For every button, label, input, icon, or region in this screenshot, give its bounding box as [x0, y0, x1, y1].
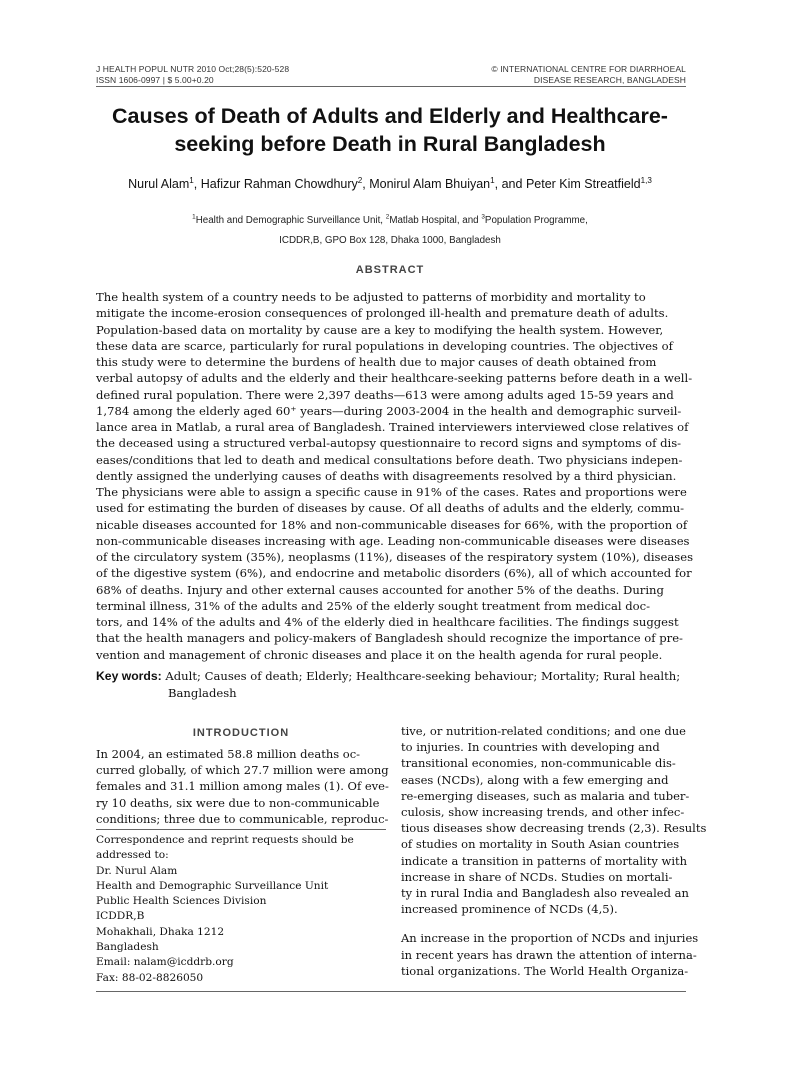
abstract-line: of the digestive system (6%), and endocrine and metabolic disorders (6%), all of which accounted for — [96, 566, 692, 581]
header-divider — [96, 86, 686, 87]
keywords-text: Bangladesh — [168, 686, 237, 700]
affiliation-mark: 2 — [385, 213, 390, 221]
abstract-line: nicable diseases accounted for 18% and non-communicable diseases for 66%, with the proportion of — [96, 517, 688, 532]
text-line: indicate a transition in patterns of mortality with — [401, 853, 688, 868]
abstract-line: The health system of a country needs to be adjusted to patterns of morbidity and mortality to — [96, 290, 646, 304]
abstract-line: vention and management of chronic diseases and place it on the health agenda for rural people. — [96, 647, 663, 662]
author-affiliation-mark: 1 — [189, 175, 194, 185]
author-affiliation-mark: 1 — [490, 175, 495, 185]
author-affiliation-mark: 1,3 — [640, 175, 652, 185]
introduction-right-column — [401, 723, 707, 979]
abstract-line: terminal illness, 31% of the adults and 25% of the elderly sought treatment from medical doc- — [96, 598, 651, 613]
author-list — [60, 177, 720, 191]
abstract-line: defined rural population. There were 2,397 deaths—613 were among adults aged 15-59 years and — [96, 387, 674, 402]
abstract-line: dently assigned the underlying causes of deaths with disagreements resolved by a third physician. — [96, 468, 677, 483]
paragraph — [401, 930, 699, 979]
abstract-line: these data are scarce, particularly for rural populations in developing countries. The objectives of — [96, 338, 673, 353]
correspondence-line: Mohakhali, Dhaka 1212 — [96, 925, 225, 938]
correspondence-line: addressed to: — [96, 849, 169, 862]
affiliation-mark: 3 — [481, 213, 485, 221]
author-name: Peter Kim Streatfield — [525, 177, 641, 191]
abstract-body — [96, 289, 694, 663]
abstract-line: of the circulatory system (35%), neoplasms (11%), diseases of the respiratory system (10%), diseases — [96, 550, 694, 564]
footer-divider — [96, 991, 686, 992]
affiliation-text: Matlab Hospital, and — [389, 215, 482, 226]
text-line: conditions; three due to communicable, reproduc- — [96, 811, 389, 826]
text-line: In 2004, an estimated 58.8 million deaths oc- — [96, 747, 361, 761]
affiliations — [60, 211, 720, 251]
affiliation-text: Population Programme, — [484, 215, 588, 226]
text-line: in recent years has drawn the attention of interna- — [401, 947, 697, 962]
text-line: re-emerging diseases, such as malaria and tuber- — [401, 788, 690, 803]
copyright-line: DISEASE RESEARCH, BANGLADESH — [533, 75, 686, 85]
text-line: transitional economies, non-communicable dis- — [401, 756, 676, 771]
journal-citation — [96, 64, 289, 86]
text-line: to injuries. In countries with developing and — [401, 740, 660, 755]
text-line: culosis, show increasing trends, and other infec- — [401, 805, 685, 820]
title-line: seeking before Death in Rural Bangladesh — [174, 132, 606, 156]
author-name: Monirul Alam Bhuiyan — [369, 177, 491, 191]
text-line: curred globally, of which 27.7 million were among — [96, 763, 389, 778]
author-affiliation-mark: 2 — [357, 175, 363, 185]
affiliation-line — [60, 211, 720, 231]
text-line: ty in rural India and Bangladesh also revealed an — [401, 886, 689, 901]
keywords — [96, 668, 696, 702]
abstract-line: the deceased using a structured verbal-autopsy questionnaire to record signs and symptoms of dis- — [96, 436, 682, 451]
text-line: of studies on mortality in South Asian countries — [401, 837, 680, 852]
text-line: females and 31.1 million among males (1). Of eve- — [96, 779, 389, 794]
text-line: tious diseases show decreasing trends (2,3). Results — [401, 821, 707, 836]
correspondence-line: Email: nalam@icddrb.org — [96, 956, 234, 969]
keywords-text: Adult; Causes of death; Elderly; Healthcare-seeking behaviour; Mortality; Rural health; — [165, 669, 681, 683]
text-line: An increase in the proportion of NCDs and injuries — [401, 931, 699, 946]
abstract-line: lance area in Matlab, a rural area of Bangladesh. Trained interviewers interviewed close relatives of — [96, 420, 689, 434]
abstract-line: non-communicable diseases increasing with age. Leading non-communicable diseases were diseases — [96, 533, 690, 548]
issn-line: ISSN 1606-0997 | $ 5.00+0.20 — [96, 75, 214, 85]
correspondence-block — [96, 833, 391, 986]
keywords-label: Key words: — [96, 669, 162, 683]
text-line: tional organizations. The World Health Organiza- — [401, 963, 689, 978]
abstract-line: tors, and 14% of the adults and 4% of the elderly died in healthcare facilities. The findings suggest — [96, 615, 679, 629]
abstract-heading: ABSTRACT — [355, 264, 425, 276]
correspondence-line: Fax: 88-02-8826050 — [96, 971, 204, 984]
abstract-line: that the health managers and policy-makers of Bangladesh should recognize the importance of pre- — [96, 631, 683, 646]
text-line: tive, or nutrition-related conditions; and one due — [401, 724, 686, 738]
affiliation-text: Health and Demographic Surveillance Unit, — [195, 215, 386, 226]
author-separator: , — [362, 177, 370, 191]
correspondence-line: Public Health Sciences Division — [96, 895, 267, 908]
paragraph — [401, 723, 707, 917]
text-line: ry 10 deaths, six were due to non-communicable — [96, 795, 380, 810]
affiliation-mark: 1 — [192, 213, 196, 221]
correspondence-line: Health and Demographic Surveillance Unit — [96, 879, 329, 892]
author-name: Nurul Alam — [128, 177, 190, 191]
introduction-heading: INTRODUCTION — [192, 727, 290, 739]
correspondence-line: Dr. Nurul Alam — [96, 864, 178, 877]
author-separator: , — [193, 177, 201, 191]
text-line: increased prominence of NCDs (4,5). — [401, 902, 618, 917]
abstract-line: eases/conditions that led to death and medical consultations before death. Two physicians indepen- — [96, 452, 683, 467]
abstract-line: this study were to determine the burdens of health due to major causes of death obtained from — [96, 355, 657, 369]
abstract-line: verbal autopsy of adults and the elderly and their healthcare-seeking patterns before death in a well- — [96, 371, 693, 386]
title-line: Causes of Death of Adults and Elderly and Healthcare- — [112, 104, 668, 128]
article-title — [90, 102, 690, 158]
publisher-copyright — [491, 64, 686, 86]
abstract-line: 68% of deaths. Injury and other external causes accounted for another 5% of the deaths. During — [96, 582, 664, 597]
keywords-row — [96, 668, 696, 685]
correspondence-line: ICDDR,B — [96, 910, 145, 923]
correspondence-line: Bangladesh — [96, 941, 159, 954]
abstract-line: Population-based data on mortality by cause are a key to modifying the health system. However, — [96, 322, 664, 337]
abstract-line: The physicians were able to assign a specific cause in 91% of the cases. Rates and proportions were — [96, 485, 687, 499]
correspondence-divider — [96, 829, 386, 830]
text-line: increase in share of NCDs. Studies on mortali- — [401, 869, 673, 884]
affiliation-address: ICDDR,B, GPO Box 128, Dhaka 1000, Bangladesh — [279, 235, 501, 246]
introduction-left-column — [96, 746, 391, 827]
correspondence-line: Correspondence and reprint requests should be — [96, 834, 354, 846]
abstract-line: mitigate the income-erosion consequences of prolonged ill-health and premature death of adults. — [96, 306, 669, 321]
text-line: eases (NCDs), along with a few emerging and — [401, 772, 669, 787]
abstract-line: used for estimating the burden of diseases by cause. Of all deaths of adults and the elderly, commu- — [96, 501, 685, 516]
author-separator: , and — [494, 177, 526, 191]
abstract-line: 1,784 among the elderly aged 60⁺ years—during 2003-2004 in the health and demographic surveil- — [96, 403, 682, 418]
citation-line: J HEALTH POPUL NUTR 2010 Oct;28(5):520-528 — [96, 64, 290, 74]
author-name: Hafizur Rahman Chowdhury — [200, 177, 358, 191]
copyright-line: © INTERNATIONAL CENTRE FOR DIARRHOEAL — [491, 64, 686, 74]
